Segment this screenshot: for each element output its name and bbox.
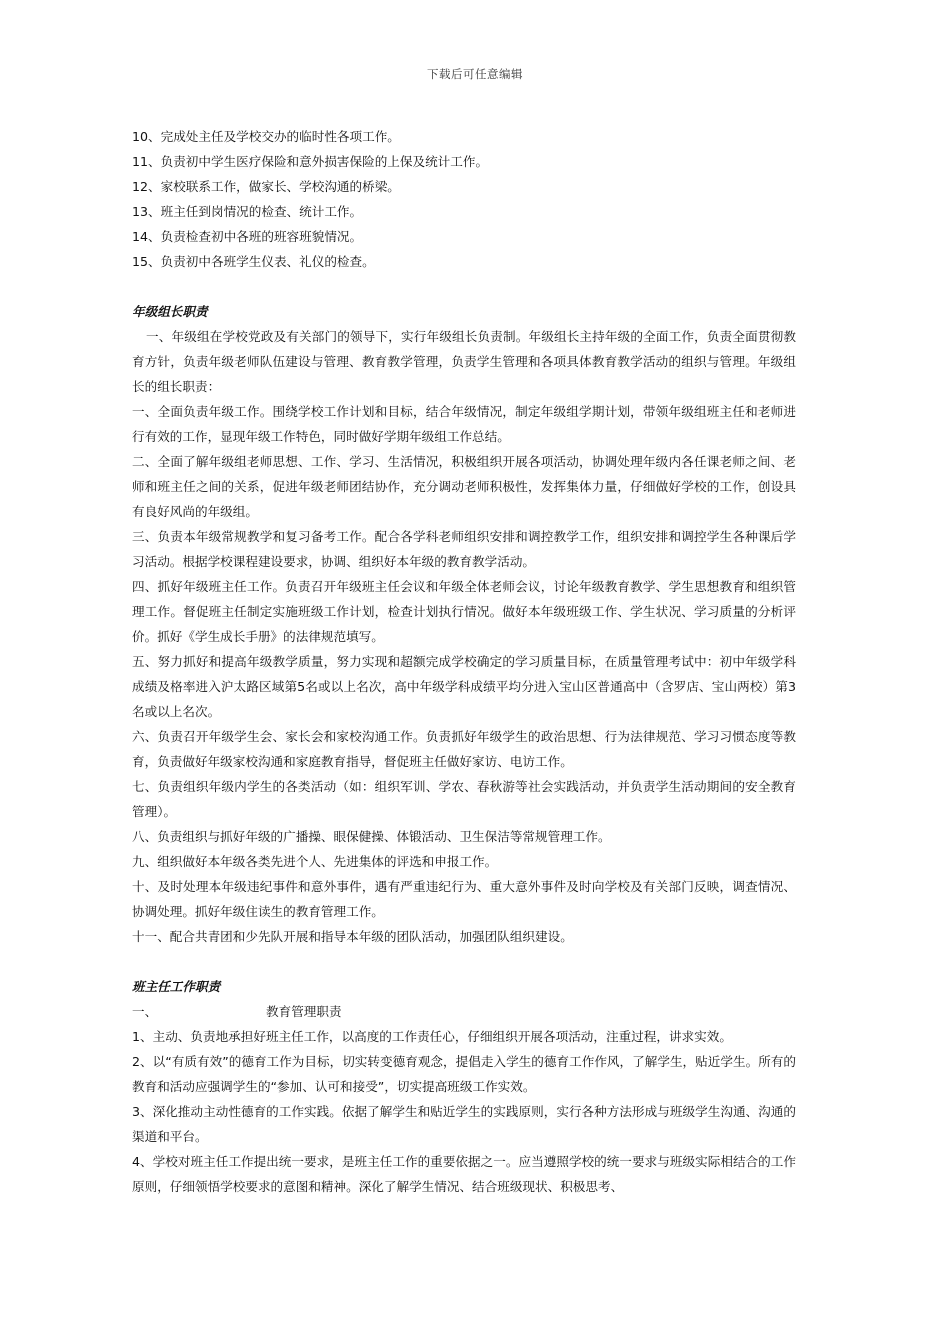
document-body	[132, 124, 796, 1199]
subsection-heading	[132, 999, 796, 1024]
list-item: 10、完成处主任及学校交办的临时性各项工作。	[132, 129, 400, 144]
list-item: 4、学校对班主任工作提出统一要求，是班主任工作的重要依据之一。应当遵照学校的统一要求与班级实际相结合的工作原则，仔细领悟学校要求的意图和精神。深化了解学生情况、结合班级现状、积极思考、	[132, 1154, 796, 1194]
list-item: 九、组织做好本年级各类先进个人、先进集体的评选和申报工作。	[132, 854, 498, 869]
section-title: 班主任工作职责	[132, 979, 221, 994]
list-item: 13、班主任到岗情况的检查、统计工作。	[132, 204, 363, 219]
list-item: 15、负责初中各班学生仪表、礼仪的检查。	[132, 254, 375, 269]
list-item: 三、负责本年级常规教学和复习备考工作。配合各学科老师组织安排和调控教学工作，组织安排和调控学生各种课后学习活动。根据学校课程建设要求，协调、组织好本年级的教育教学活动。	[132, 529, 796, 569]
list-item: 四、抓好年级班主任工作。负责召开年级班主任会议和年级全体老师会议，讨论年级教育教学、学生思想教育和组织管理工作。督促班主任制定实施班级工作计划，检查计划执行情况。做好本年级班级工作、学生状况、学习质量的分析评价。抓好《学生成长手册》的法律规范填写。	[132, 579, 796, 644]
list-item: 1、主动、负责地承担好班主任工作，以高度的工作责任心，仔细组织开展各项活动，注重过程，讲求实效。	[132, 1029, 732, 1044]
list-item: 12、家校联系工作，做家长、学校沟通的桥梁。	[132, 179, 400, 194]
section-head-teacher	[132, 974, 796, 1199]
list-item: 八、负责组织与抓好年级的广播操、眼保健操、体锻活动、卫生保洁等常规管理工作。	[132, 829, 611, 844]
list-item: 五、努力抓好和提高年级教学质量，努力实现和超额完成学校确定的学习质量目标，在质量管理考试中：初中年级学科成绩及格率进入沪太路区域第5名或以上名次，高中年级学科成绩平均分进入宝山区普通高中（含罗店、宝山两校）第3名或以上名次。	[132, 654, 796, 719]
list-item: 二、全面了解年级组老师思想、工作、学习、生活情况，积极组织开展各项活动，协调处理年级内各任课老师之间、老师和班主任之间的关系，促进年级老师团结协作，充分调动老师积极性，发挥集体力量，仔细做好学校的工作，创设具有良好风尚的年级组。	[132, 454, 796, 519]
spacer	[132, 949, 796, 974]
subsection-number: 一、	[132, 1004, 158, 1019]
spacer	[132, 274, 796, 299]
list-item: 2、以“有质有效”的德育工作为目标，切实转变德育观念，提倡走入学生的德育工作作风，了解学生，贴近学生。所有的教育和活动应强调学生的“参加、认可和接受”，切实提高班级工作实效。	[132, 1054, 796, 1094]
section-intro: 一、年级组在学校党政及有关部门的领导下，实行年级组长负责制。年级组长主持年级的全面工作，负责全面贯彻教育方针，负责年级老师队伍建设与管理、教育教学管理，负责学生管理和各项具体教育教学活动的组织与管理。年级组长的组长职责：	[132, 329, 796, 394]
list-item: 六、负责召开年级学生会、家长会和家校沟通工作。负责抓好年级学生的政治思想、行为法律规范、学习习惯态度等教育，负责做好年级家校沟通和家庭教育指导，督促班主任做好家访、电访工作。	[132, 729, 796, 769]
list-item: 11、负责初中学生医疗保险和意外损害保险的上保及统计工作。	[132, 154, 489, 169]
list-item: 十一、配合共青团和少先队开展和指导本年级的团队活动，加强团队组织建设。	[132, 929, 573, 944]
list-item: 3、深化推动主动性德育的工作实践。依据了解学生和贴近学生的实践原则，实行各种方法形成与班级学生沟通、沟通的渠道和平台。	[132, 1104, 796, 1144]
list-item: 七、负责组织年级内学生的各类活动（如：组织军训、学农、春秋游等社会实践活动，并负责学生活动期间的安全教育管理）。	[132, 779, 796, 819]
page-header: 下载后可任意编辑	[427, 67, 523, 81]
section-grade-leader	[132, 299, 796, 949]
list-item: 14、负责检查初中各班的班容班貌情况。	[132, 229, 363, 244]
subsection-title: 教育管理职责	[266, 1004, 342, 1019]
duty-list-top	[132, 124, 796, 274]
list-item: 十、及时处理本年级违纪事件和意外事件，遇有严重违纪行为、重大意外事件及时向学校及有关部门反映，调查情况、协调处理。抓好年级住读生的教育管理工作。	[132, 879, 796, 919]
list-item: 一、全面负责年级工作。围绕学校工作计划和目标，结合年级情况，制定年级组学期计划，带领年级组班主任和老师进行有效的工作，显现年级工作特色，同时做好学期年级组工作总结。	[132, 404, 796, 444]
section-title: 年级组长职责	[132, 304, 208, 319]
